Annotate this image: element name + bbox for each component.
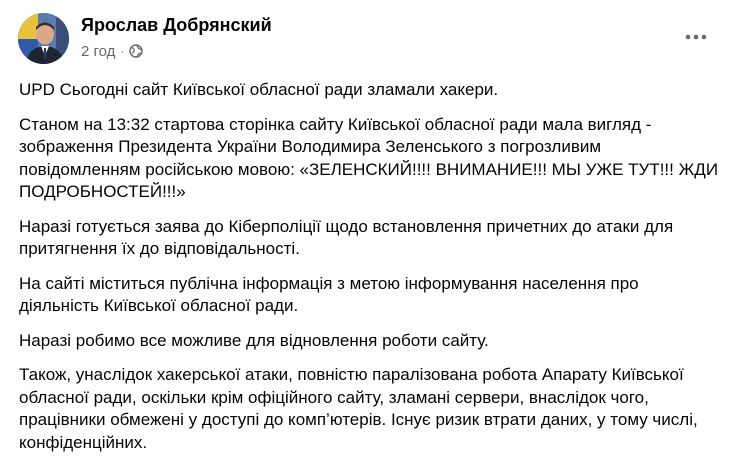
three-dots-icon (685, 34, 707, 40)
post-timestamp[interactable]: 2 год (81, 42, 116, 60)
post-paragraph: Станом на 13:32 стартова сторінка сайту Київської обласної ради мала вигляд - зображення Президента України Володимира Зеленського з погрозливим повідомленням російською мовою: «ЗЕЛЕНСКИЙ!!!! ВНИМАНИЕ!!! МЫ УЖЕ ТУТ!!! ЖДИ ПОДРОБНОСТЕЙ!!!» (19, 114, 719, 201)
globe-icon[interactable] (129, 44, 143, 58)
author-name[interactable]: Ярослав Добрянский (81, 15, 272, 35)
more-options-button[interactable] (678, 23, 714, 51)
post-paragraph: UPD Сьогодні сайт Київської обласної ради зламали хакери. (19, 80, 499, 99)
avatar[interactable] (18, 13, 69, 64)
post-meta (81, 42, 143, 60)
post-paragraph: Також, унаслідок хакерської атаки, повністю паралізована робота Апарату Київської обласної ради, оскільки крім офіційного сайту, зламані сервери, внаслідок чого, працівники обмежені у доступі до комп’ютерів. Існує ризик втрати даних, у тому числі, конфіденційних. (19, 365, 698, 452)
post-paragraph: Наразі готується заява до Кіберполіції щодо встановлення причетних до атаки для притягнення їх до відповідальності. (19, 216, 674, 258)
post-paragraph: На сайті міститься публічна інформація з метою інформування населення про діяльність Київської обласної ради. (19, 273, 639, 315)
post-text (19, 79, 719, 466)
separator-dot: · (120, 44, 125, 58)
post-paragraph: Наразі робимо все можливе для відновлення роботи сайту. (19, 330, 489, 350)
